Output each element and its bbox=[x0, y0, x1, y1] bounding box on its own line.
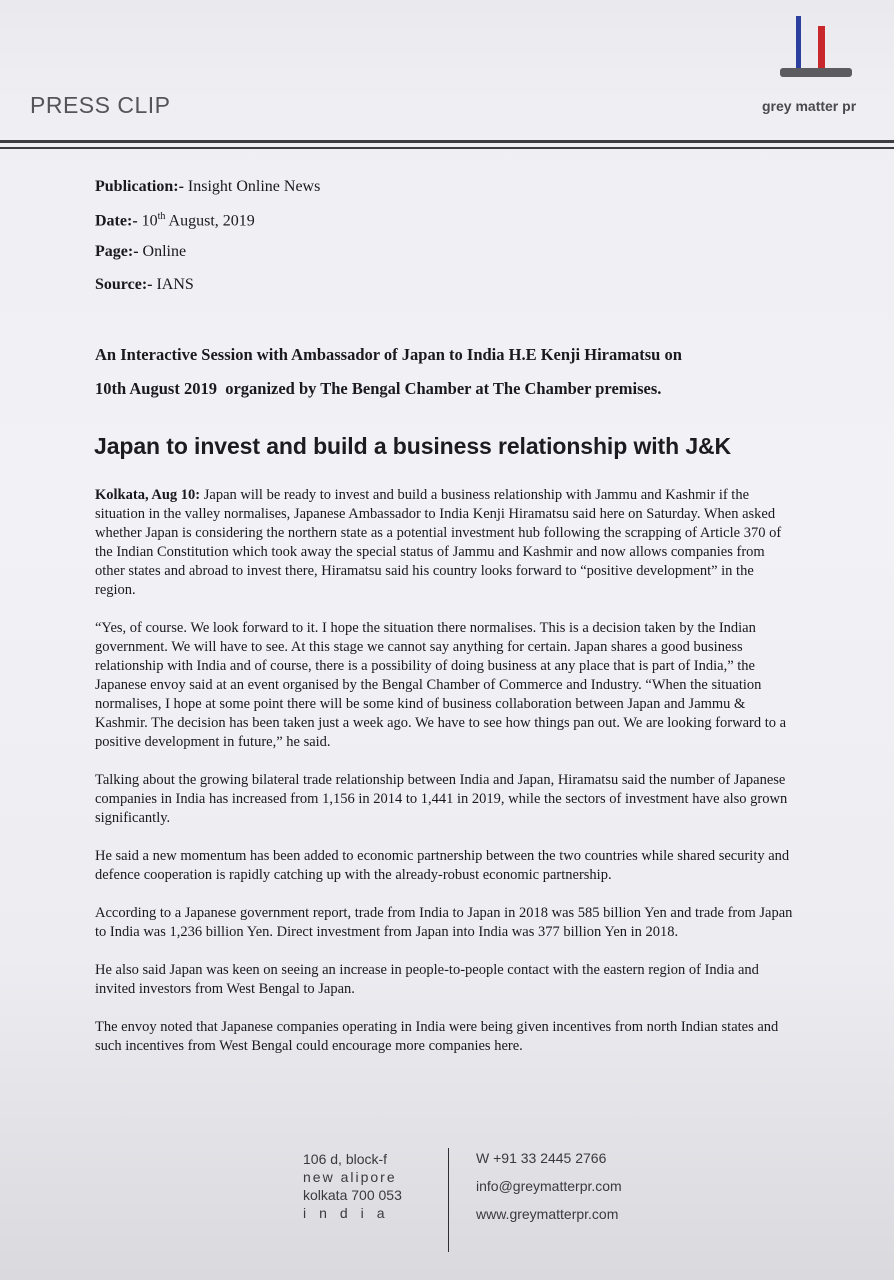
article-paragraph bbox=[95, 486, 795, 600]
date-row bbox=[95, 211, 320, 244]
page-label: Page:- bbox=[95, 243, 139, 260]
article-paragraph: “Yes, of course. We look forward to it. I hope the situation there normalises. This is a decision taken by the Indian government. We will have to see. At this stage we cannot say anything for certain. Japan shares a good business relationship with India and of course, there is a possibility of doing business at any place that is part of India,” the Japanese envoy said at an event organised by the Bengal Chamber of Commerce and Industry. “When the situation normalises, I hope at some point there will be some kind of business collaboration between Japan and Jammu & Kashmir. The decision has been taken just a week ago. We have to see how things pan out. We are looking forward to a positive development in future,” he said. bbox=[95, 620, 787, 750]
website-url: www.greymatterpr.com bbox=[476, 1206, 619, 1222]
footer-divider bbox=[448, 1148, 449, 1252]
event-intro bbox=[95, 338, 795, 406]
article-body bbox=[95, 486, 795, 1075]
date-rest: August, 2019 bbox=[168, 211, 255, 229]
email-address: info@greymatterpr.com bbox=[476, 1178, 622, 1194]
article-paragraph-1-text: Japan will be ready to invest and build a business relationship with Jammu and Kashmir if the situation in the valley normalises, Japanese Ambassador to India Kenji Hiramatsu said here on Saturday. When asked whether Japan is considering the northern state as a potential investment hub following the scrapping of Article 370 of the Indian Constitution which took away the special status of Jammu and Kashmir and now allows companies from other states and abroad to invest there, Hiramatsu said his country looks forward to “positive development” in the region. bbox=[95, 487, 782, 598]
publication-value: Insight Online News bbox=[187, 178, 321, 195]
article-paragraph: Talking about the growing bilateral trade relationship between India and Japan, Hiramatsu said the number of Japanese companies in India has increased from 1,156 in 2014 to 1,441 in 2019, while the sectors of investment have also grown significantly. bbox=[95, 772, 788, 826]
publication-label: Publication:- bbox=[95, 178, 184, 195]
source-value: IANS bbox=[156, 275, 194, 293]
publication-row bbox=[95, 178, 320, 211]
article-paragraph: According to a Japanese government report, trade from India to Japan in 2018 was 585 billion Yen and trade from Japan to India was 1,236 billion Yen. Direct investment from Japan into India was 377 billion Yen in 2018. bbox=[95, 905, 793, 940]
header-rule-thick bbox=[0, 140, 894, 143]
page-row bbox=[95, 243, 320, 276]
address-line-3: kolkata 700 053 bbox=[303, 1187, 402, 1203]
event-intro-line-1: An Interactive Session with Ambassador of Japan to India H.E Kenji Hiramatsu on bbox=[95, 345, 682, 364]
date-suffix: th bbox=[157, 210, 166, 222]
address-line-4: india bbox=[303, 1205, 398, 1221]
article-paragraph: The envoy noted that Japanese companies operating in India were being given incentives from north Indian states and such incentives from West Bengal could encourage more companies here. bbox=[95, 1019, 779, 1054]
article-paragraph: He also said Japan was keen on seeing an increase in people-to-people contact with the eastern region of India and invited investors from West Bengal to Japan. bbox=[95, 962, 759, 997]
event-intro-line-2: 10th August 2019 organized by The Bengal Chamber at The Chamber premises. bbox=[95, 379, 662, 398]
brand-logo-icon bbox=[776, 14, 856, 86]
date-day: 10 bbox=[141, 211, 158, 229]
article-paragraph: He said a new momentum has been added to economic partnership between the two countries while shared security and defence cooperation is rapidly catching up with the already-robust economic partnership. bbox=[95, 848, 790, 883]
address-line-1: 106 d, block-f bbox=[303, 1151, 388, 1167]
page-value: Online bbox=[142, 243, 187, 260]
article-dateline: Kolkata, Aug 10: bbox=[95, 487, 201, 503]
date-label: Date:- bbox=[95, 211, 138, 229]
source-label: Source:- bbox=[95, 275, 153, 293]
office-address bbox=[303, 1150, 402, 1222]
brand-name: grey matter pr bbox=[762, 98, 857, 114]
clip-metadata bbox=[95, 178, 320, 308]
article-headline: Japan to invest and build a business relationship with J&K bbox=[94, 433, 732, 459]
contact-details bbox=[476, 1150, 622, 1234]
header-rule-thin bbox=[0, 147, 894, 149]
press-clip-label: PRESS CLIP bbox=[30, 92, 171, 118]
letterhead-footer bbox=[0, 1148, 894, 1258]
source-row bbox=[95, 276, 320, 309]
address-line-2: new alipore bbox=[303, 1169, 397, 1185]
phone-number: W +91 33 2445 2766 bbox=[476, 1150, 607, 1166]
